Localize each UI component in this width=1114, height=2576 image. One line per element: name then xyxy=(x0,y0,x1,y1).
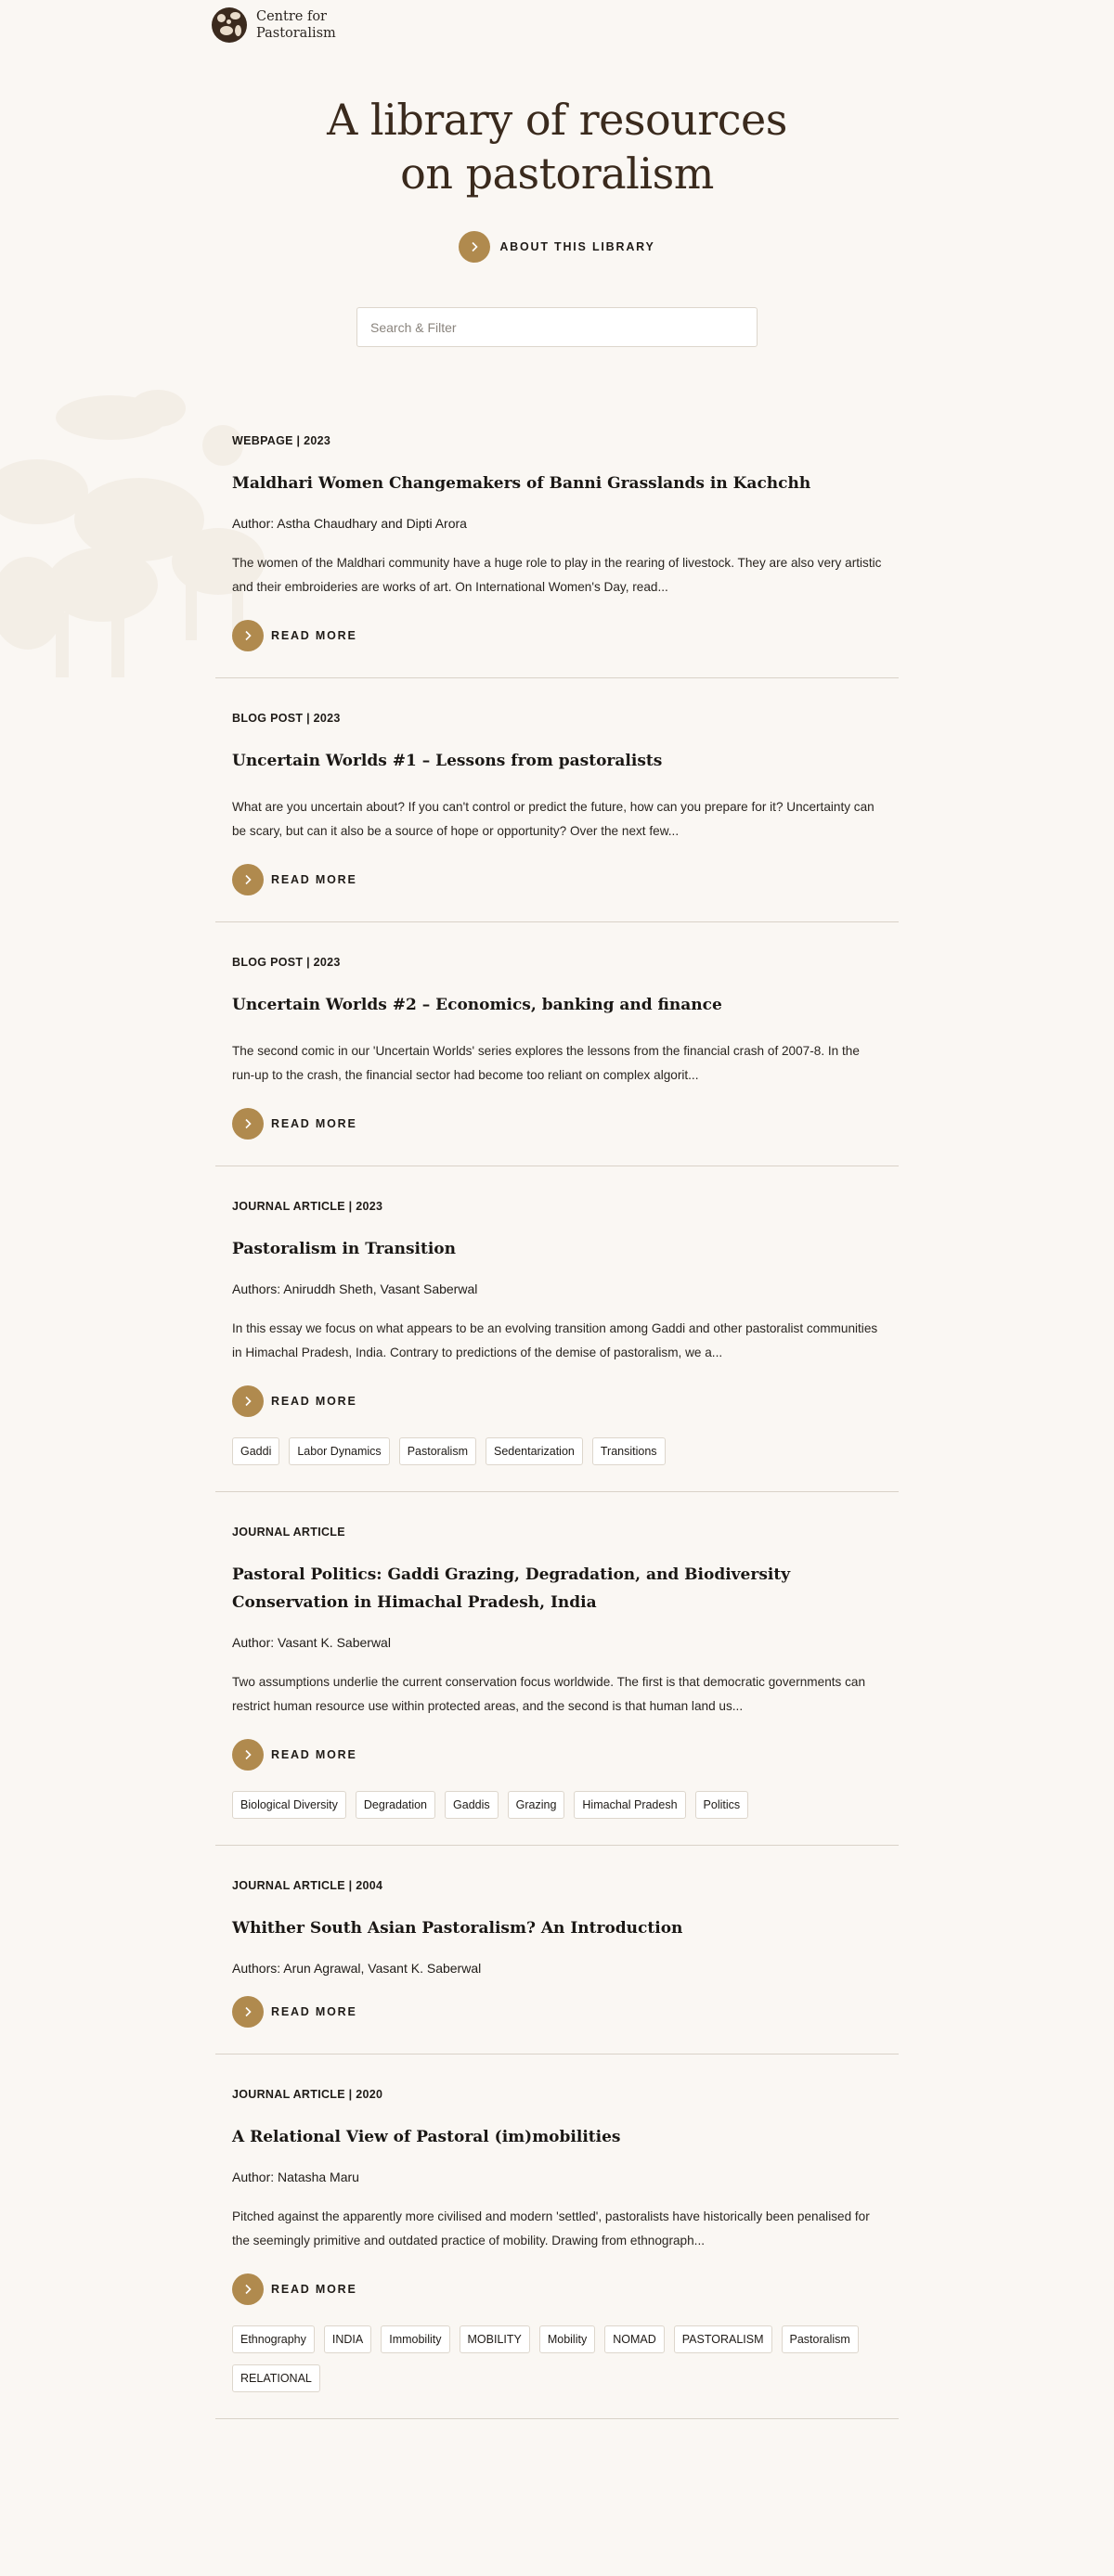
result-meta: JOURNAL ARTICLE | 2004 xyxy=(232,1879,383,1892)
chevron-right-icon[interactable] xyxy=(232,1739,264,1771)
read-more-link[interactable] xyxy=(232,2273,882,2305)
read-more-label: READ MORE xyxy=(271,2005,357,2018)
chevron-right-icon[interactable] xyxy=(232,620,264,651)
tag-chip[interactable]: RELATIONAL xyxy=(232,2364,320,2392)
result-item xyxy=(215,1492,899,1846)
read-more-label: READ MORE xyxy=(271,873,357,886)
tag-chip[interactable]: NOMAD xyxy=(604,2325,665,2353)
read-more-link[interactable] xyxy=(232,1996,882,2028)
result-excerpt: The women of the Maldhari community have a huge role to play in the rearing of livestock. They are also very artistic and their embroideries are works of art. On International Women's Day, read... xyxy=(232,556,882,594)
result-meta: BLOG POST | 2023 xyxy=(232,956,341,969)
read-more-link[interactable] xyxy=(232,620,882,651)
result-author: Author: Astha Chaudhary and Dipti Arora xyxy=(232,516,467,531)
logo-line-1: Centre for xyxy=(256,9,327,24)
page-title-line-1: A library of resources xyxy=(327,95,787,145)
results-list xyxy=(215,399,899,2419)
result-item xyxy=(215,2054,899,2419)
tag-chip[interactable]: Degradation xyxy=(356,1791,435,1819)
tag-chip[interactable]: Immobility xyxy=(381,2325,449,2353)
result-title[interactable]: Pastoralism in Transition xyxy=(232,1240,456,1258)
tag-chip[interactable]: Sedentarization xyxy=(486,1437,583,1465)
chevron-right-icon[interactable] xyxy=(232,1385,264,1417)
read-more-label: READ MORE xyxy=(271,2283,357,2296)
tag-chip[interactable]: Transitions xyxy=(592,1437,666,1465)
result-item xyxy=(215,1166,899,1492)
result-item xyxy=(215,399,899,678)
chevron-right-icon[interactable] xyxy=(232,864,264,895)
tag-chip[interactable]: Gaddi xyxy=(232,1437,279,1465)
result-author: Author: Natasha Maru xyxy=(232,2170,359,2184)
tag-chip[interactable]: Politics xyxy=(695,1791,749,1819)
tag-chip[interactable]: Gaddis xyxy=(445,1791,499,1819)
page-title-line-2: on pastoralism xyxy=(400,148,714,199)
tag-chip[interactable]: Himachal Pradesh xyxy=(574,1791,685,1819)
chevron-right-icon[interactable] xyxy=(232,1996,264,2028)
read-more-label: READ MORE xyxy=(271,1748,357,1761)
about-library-label: ABOUT THIS LIBRARY xyxy=(499,240,655,253)
tag-chip[interactable]: Mobility xyxy=(539,2325,595,2353)
tag-chip[interactable]: MOBILITY xyxy=(460,2325,530,2353)
result-title[interactable]: Uncertain Worlds #2 – Economics, banking and finance xyxy=(232,996,722,1014)
result-item xyxy=(215,678,899,922)
read-more-link[interactable] xyxy=(232,1739,882,1771)
result-meta: JOURNAL ARTICLE | 2020 xyxy=(232,2088,383,2101)
result-excerpt: The second comic in our 'Uncertain Worlds' series explores the lessons from the financial crash of 2007-8. In the run-up to the crash, the financial sector had become too reliant on complex algorit... xyxy=(232,1044,860,1082)
read-more-link[interactable] xyxy=(232,1385,882,1417)
result-title[interactable]: Whither South Asian Pastoralism? An Introduction xyxy=(232,1919,683,1938)
tag-chip[interactable]: Grazing xyxy=(508,1791,565,1819)
tag-list xyxy=(232,1791,882,1819)
result-meta: BLOG POST | 2023 xyxy=(232,712,341,725)
result-author: Authors: Aniruddh Sheth, Vasant Saberwal xyxy=(232,1282,478,1296)
read-more-label: READ MORE xyxy=(271,1117,357,1130)
page-title xyxy=(0,93,1114,200)
tag-chip[interactable]: INDIA xyxy=(324,2325,371,2353)
site-header xyxy=(212,7,336,43)
result-title[interactable]: Pastoral Politics: Gaddi Grazing, Degradation, and Biodiversity Conservation in Himachal Pradesh, India xyxy=(232,1565,791,1612)
chevron-right-icon[interactable] xyxy=(459,231,490,263)
result-excerpt: What are you uncertain about? If you can't control or predict the future, how can you prepare for it? Uncertainty can be scary, but can it also be a source of hope or opportunity? Over the next few... xyxy=(232,800,874,838)
tag-chip[interactable]: Ethnography xyxy=(232,2325,315,2353)
result-item xyxy=(215,1846,899,2054)
about-library-link[interactable] xyxy=(0,231,1114,263)
logo-line-2: Pastoralism xyxy=(256,26,336,41)
result-title[interactable]: Maldhari Women Changemakers of Banni Grasslands in Kachchh xyxy=(232,474,811,493)
read-more-link[interactable] xyxy=(232,1108,882,1140)
read-more-link[interactable] xyxy=(232,864,882,895)
result-title[interactable]: A Relational View of Pastoral (im)mobilities xyxy=(232,2128,621,2146)
search-input[interactable] xyxy=(356,307,758,347)
chevron-right-icon[interactable] xyxy=(232,1108,264,1140)
tag-chip[interactable]: PASTORALISM xyxy=(674,2325,772,2353)
tag-chip[interactable]: Biological Diversity xyxy=(232,1791,346,1819)
read-more-label: READ MORE xyxy=(271,629,357,642)
result-author: Authors: Arun Agrawal, Vasant K. Saberwal xyxy=(232,1961,482,1976)
logo-text[interactable] xyxy=(256,8,336,42)
read-more-label: READ MORE xyxy=(271,1395,357,1408)
result-excerpt: Two assumptions underlie the current conservation focus worldwide. The first is that democratic governments can restrict human resource use within protected areas, and the second is that human land us... xyxy=(232,1675,866,1713)
tag-chip[interactable]: Pastoralism xyxy=(399,1437,476,1465)
result-meta: JOURNAL ARTICLE | 2023 xyxy=(232,1200,383,1213)
tag-list xyxy=(232,1437,882,1465)
result-item xyxy=(215,922,899,1166)
result-author: Author: Vasant K. Saberwal xyxy=(232,1635,391,1650)
result-excerpt: In this essay we focus on what appears to be an evolving transition among Gaddi and other pastoralist communities in Himachal Pradesh, India. Contrary to predictions of the demise of pastoralism, we a... xyxy=(232,1321,878,1359)
tag-chip[interactable]: Labor Dynamics xyxy=(289,1437,389,1465)
result-title[interactable]: Uncertain Worlds #1 – Lessons from pastoralists xyxy=(232,752,663,770)
logo-icon[interactable] xyxy=(212,7,247,43)
result-meta: WEBPAGE | 2023 xyxy=(232,434,331,447)
tag-chip[interactable]: Pastoralism xyxy=(782,2325,859,2353)
result-meta: JOURNAL ARTICLE xyxy=(232,1526,345,1539)
tag-list xyxy=(232,2325,882,2392)
chevron-right-icon[interactable] xyxy=(232,2273,264,2305)
result-excerpt: Pitched against the apparently more civilised and modern 'settled', pastoralists have historically been penalised for the seemingly primitive and outdated practice of mobility. Drawing from ethnograph... xyxy=(232,2209,870,2248)
